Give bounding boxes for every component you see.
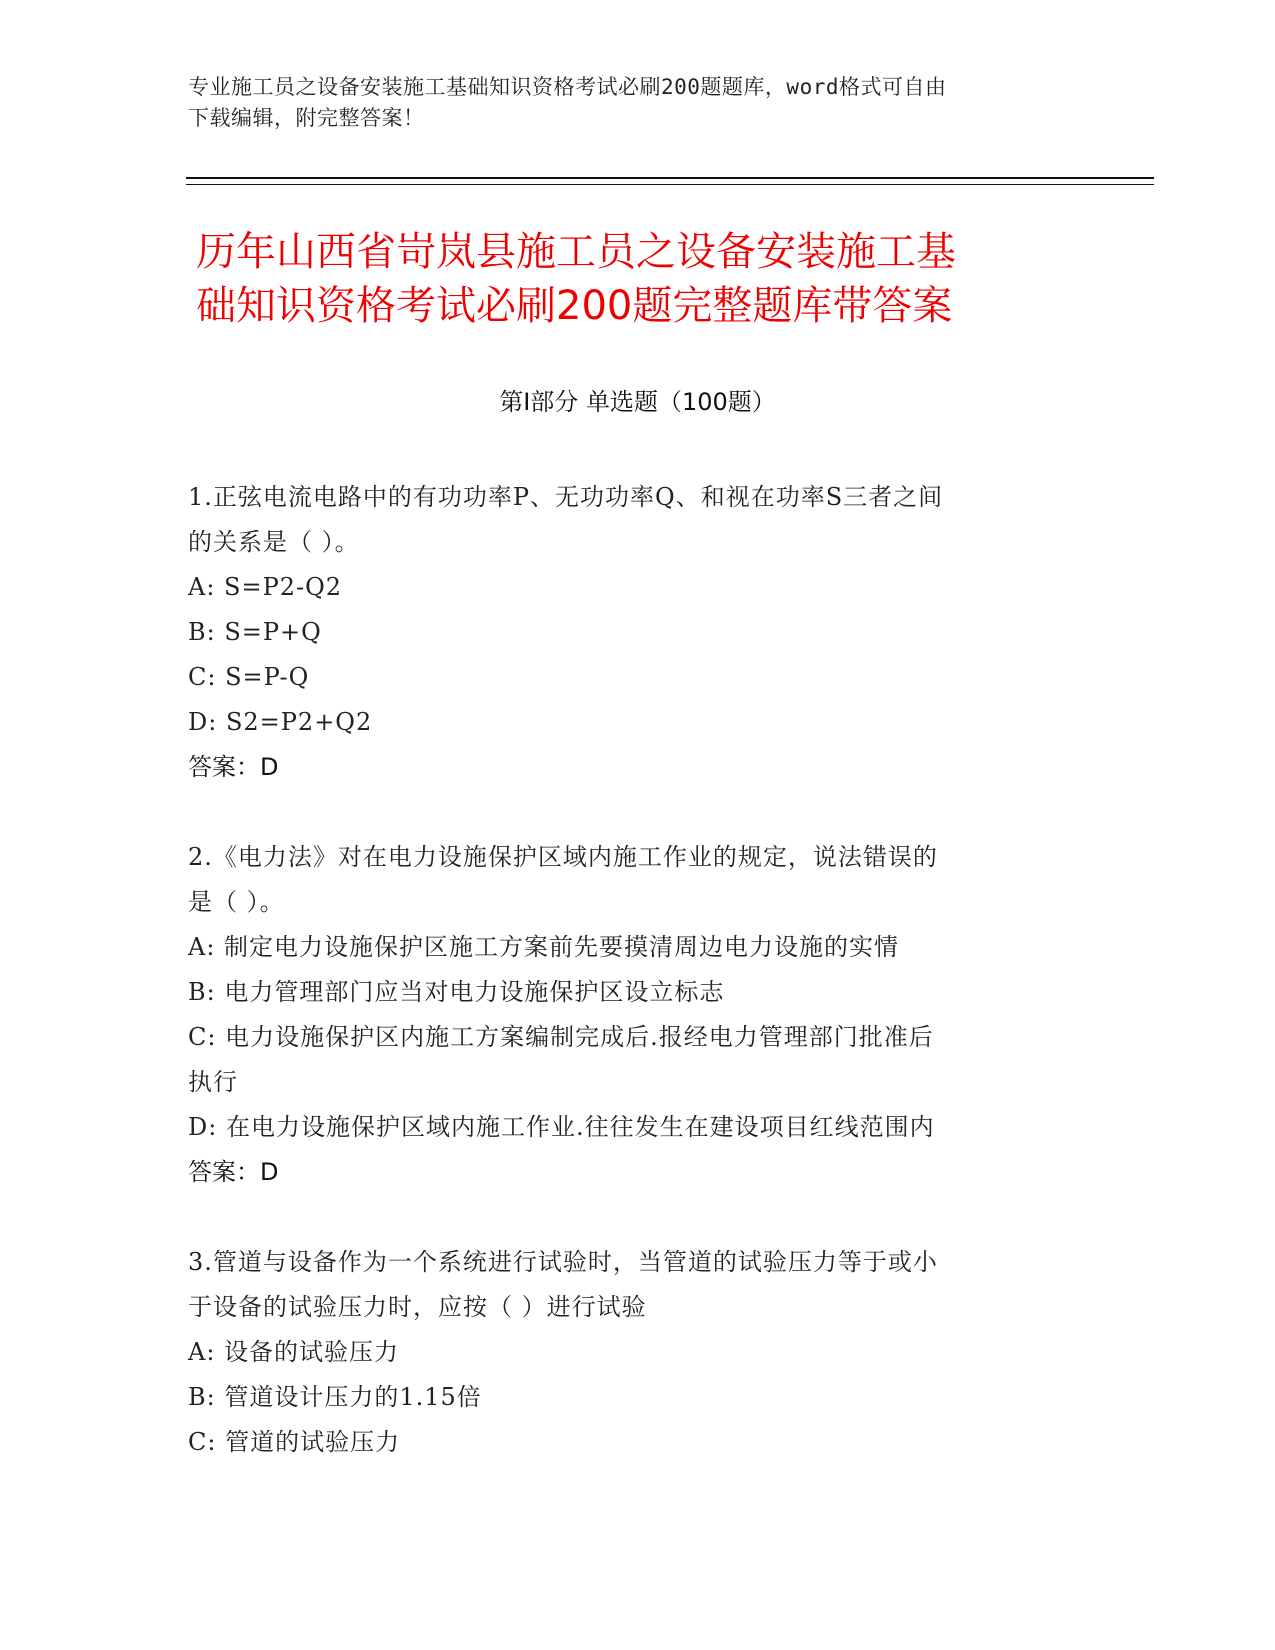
question-stem-line: 于设备的试验压力时，应按（ ）进行试验 bbox=[188, 1293, 647, 1321]
header-note-line-2: 下载编辑，附完整答案！ bbox=[188, 106, 425, 130]
question-stem-line: 是（ ）。 bbox=[188, 888, 285, 916]
question-1 bbox=[188, 475, 1088, 790]
question-2 bbox=[188, 835, 1088, 1195]
header-divider-thin bbox=[186, 184, 1154, 185]
document-title-line-2: 础知识资格考试必刷200题完整题库带答案 bbox=[196, 283, 953, 329]
option-a: A: S=P2-Q2 bbox=[188, 573, 343, 601]
option-a: A: 设备的试验压力 bbox=[188, 1338, 400, 1366]
section-heading: 第Ⅰ部分 单选题（100题） bbox=[499, 388, 776, 416]
question-3 bbox=[188, 1240, 1088, 1465]
option-c: C: 电力设施保护区内施工方案编制完成后.报经电力管理部门批准后 bbox=[188, 1023, 934, 1051]
document-title-line-1: 历年山西省岢岚县施工员之设备安装施工基 bbox=[196, 229, 956, 275]
answer-line: 答案：D bbox=[188, 753, 279, 781]
option-b: B: 电力管理部门应当对电力设施保护区设立标志 bbox=[188, 978, 725, 1006]
question-list bbox=[188, 475, 1088, 1510]
option-d: D: S2=P2+Q2 bbox=[188, 708, 373, 736]
header-note-line-1: 专业施工员之设备安装施工基础知识资格考试必刷200题题库，word格式可自由 bbox=[188, 75, 947, 99]
question-stem-line: 3.管道与设备作为一个系统进行试验时，当管道的试验压力等于或小 bbox=[188, 1248, 938, 1276]
option-d: D: 在电力设施保护区域内施工作业.往往发生在建设项目红线范围内 bbox=[188, 1113, 935, 1141]
option-c: C: S=P-Q bbox=[188, 663, 310, 691]
option-b: B: 管道设计压力的1.15倍 bbox=[188, 1383, 482, 1411]
header-note bbox=[188, 72, 1088, 134]
option-a: A: 制定电力设施保护区施工方案前先要摸清周边电力设施的实情 bbox=[188, 933, 900, 961]
answer-line: 答案：D bbox=[188, 1158, 279, 1186]
question-stem-line: 2.《电力法》对在电力设施保护区域内施工作业的规定，说法错误的 bbox=[188, 843, 938, 871]
question-stem-line: 1.正弦电流电路中的有功功率P、无功功率Q、和视在功率S三者之间 bbox=[188, 483, 944, 511]
question-stem-line: 的关系是（ ）。 bbox=[188, 528, 360, 556]
option-c-continued: 执行 bbox=[188, 1068, 238, 1096]
option-b: B: S=P+Q bbox=[188, 618, 322, 646]
document-title bbox=[196, 225, 1096, 333]
header-divider-thick bbox=[186, 177, 1154, 179]
option-c: C: 管道的试验压力 bbox=[188, 1428, 401, 1456]
